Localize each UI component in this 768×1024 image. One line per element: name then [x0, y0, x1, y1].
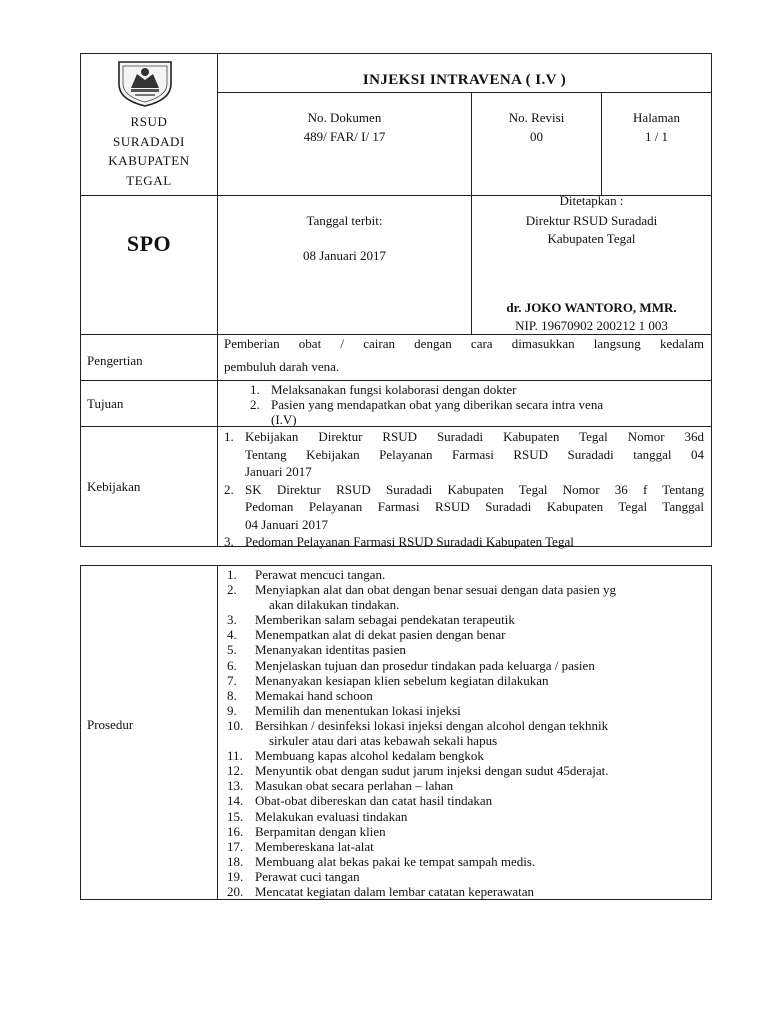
- list-item: [227, 703, 697, 718]
- list-text-line: Januari 2017: [245, 464, 312, 479]
- list-number: 7.: [227, 672, 237, 688]
- list-text-line: akan dilakukan tindakan.: [269, 597, 400, 613]
- procedure-table-border-right: [711, 565, 712, 900]
- list-text-line: Tentang Kebijakan Pelayanan Farmasi RSUD Suradadi tanggal 04: [245, 446, 704, 462]
- list-text-line: Berpamitan dengan klien: [255, 823, 386, 839]
- table-border-right: [711, 53, 712, 547]
- approver-title-line: Kabupaten Tegal: [547, 231, 636, 246]
- list-text-line: Masukan obat secara perlahan – lahan: [255, 778, 454, 794]
- list-text-line: Menanyakan identitas pasien: [255, 642, 406, 658]
- list-text-line: Melaksanakan fungsi kolaborasi dengan dokter: [271, 382, 517, 397]
- list-text-line: Melakukan evaluasi tindakan: [255, 808, 408, 824]
- list-item: [227, 673, 697, 688]
- revision-value: 00: [530, 129, 543, 144]
- list-text-line: sirkuler atau dari atas kebawah sekali hapus: [269, 733, 498, 749]
- spo-label: SPO: [126, 231, 172, 256]
- tujuan-label: Tujuan: [87, 396, 124, 411]
- issue-date-value: 08 Januari 2017: [302, 248, 387, 263]
- list-number: 4.: [227, 627, 237, 643]
- list-text-line: Perawat cuci tangan: [255, 868, 360, 884]
- list-text-line: Perawat mencuci tangan.: [255, 567, 386, 582]
- table-border-spo-bottom: [80, 334, 712, 335]
- list-item: [227, 642, 697, 657]
- institution-line: TEGAL: [126, 172, 172, 188]
- procedure-table-border-left: [80, 565, 81, 900]
- approver-nip: NIP. 19670902 200212 1 003: [515, 318, 668, 333]
- page-label: Halaman: [633, 110, 680, 125]
- regency-crest-icon: [113, 58, 177, 108]
- prosedur-list: [227, 567, 697, 899]
- list-item: [227, 824, 697, 839]
- list-text-line: Menyiapkan alat dan obat dengan benar sesuai dengan data pasien yg: [255, 582, 616, 598]
- list-number: 6.: [227, 657, 237, 673]
- procedure-table-border-top: [80, 565, 712, 566]
- institution-line: SURADADI: [113, 133, 185, 149]
- list-item: [227, 688, 697, 703]
- list-number: 19.: [227, 868, 244, 884]
- table-border-pengertian-bottom: [80, 380, 712, 381]
- prosedur-label: Prosedur: [87, 717, 134, 732]
- list-item: [227, 748, 697, 763]
- list-text-line: (I.V): [271, 412, 297, 427]
- institution-line: RSUD: [130, 114, 168, 129]
- table-border-col-divider: [217, 53, 218, 547]
- list-number: 2.: [227, 582, 237, 598]
- doc-number-label: No. Dokumen: [307, 110, 382, 125]
- pengertian-text-line: Pemberian obat / cairan dengan cara dimasukkan langsung kedalam: [224, 336, 704, 351]
- list-text-line: Memakai hand schoon: [255, 687, 373, 703]
- list-text-line: Memberikan salam sebagai pendekatan terapeutik: [255, 612, 515, 628]
- list-text-line: Membuang alat bekas pakai ke tempat sampah medis.: [255, 853, 536, 869]
- list-item: [227, 612, 697, 627]
- table-border-revision-page: [601, 92, 602, 196]
- pengertian-label: Pengertian: [87, 353, 143, 368]
- issue-date-label: Tanggal terbit:: [306, 213, 383, 228]
- list-item: [227, 854, 697, 869]
- list-item: [227, 869, 697, 884]
- list-text-line: Memilih dan menentukan lokasi injeksi: [255, 702, 461, 718]
- list-text-line: Pasien yang mendapatkan obat yang diberikan secara intra vena: [271, 397, 604, 412]
- table-border-left: [80, 53, 81, 547]
- list-text-line: 04 Januari 2017: [245, 516, 329, 532]
- list-text-line: Menempatkan alat di dekat pasien dengan benar: [255, 627, 506, 643]
- list-item: [227, 582, 697, 612]
- institution-name: [82, 112, 216, 190]
- list-number: 1.: [250, 382, 260, 397]
- approver-title-line: Direktur RSUD Suradadi: [525, 213, 658, 228]
- list-item: [227, 793, 697, 808]
- approved-label: Ditetapkan :: [559, 193, 624, 208]
- list-number: 15.: [227, 808, 244, 824]
- list-number: 9.: [227, 702, 237, 718]
- list-number: 5.: [227, 642, 237, 658]
- list-item: [250, 382, 670, 397]
- list-item: [227, 567, 697, 582]
- revision-label: No. Revisi: [508, 110, 565, 125]
- list-text-line: Membereskana lat-alat: [255, 838, 374, 854]
- pengertian-text-line: pembuluh darah vena.: [224, 359, 340, 374]
- list-text-line: Membuang kapas alcohol kedalam bengkok: [255, 748, 484, 764]
- list-number: 3.: [224, 534, 234, 549]
- page-value: 1 / 1: [644, 129, 669, 144]
- list-number: 2.: [250, 397, 260, 412]
- list-number: 1.: [224, 429, 234, 444]
- list-number: 12.: [227, 763, 244, 779]
- kebijakan-label: Kebijakan: [87, 479, 141, 494]
- doc-number-value: 489/ FAR/ I/ 17: [303, 129, 386, 144]
- institution-line: KABUPATEN: [108, 153, 190, 168]
- list-number: 3.: [227, 612, 237, 628]
- document-title: INJEKSI INTRAVENA ( I.V ): [362, 72, 567, 88]
- list-item: [224, 428, 704, 481]
- list-item: [227, 718, 697, 748]
- list-text-line: Bersihkan / desinfeksi lokasi injeksi dengan alcohol dengan tekhnik: [255, 717, 609, 733]
- list-text-line: Pedoman Pelayanan Farmasi RSUD Suradadi Kabupaten Tegal: [245, 534, 574, 549]
- list-text-line: Kebijakan Direktur RSUD Suradadi Kabupaten Tegal Nomor 36d: [245, 429, 704, 444]
- list-text-line: Pedoman Pelayanan Farmasi RSUD Suradadi Kabupaten Tegal Tanggal: [245, 499, 704, 514]
- list-number: 20.: [227, 883, 244, 899]
- list-text-line: Menyuntik obat dengan sudut jarum injeksi dengan sudut 45derajat.: [255, 763, 609, 779]
- list-number: 18.: [227, 853, 244, 869]
- list-number: 8.: [227, 687, 237, 703]
- list-text-line: Obat-obat dibereskan dan catat hasil tindakan: [255, 793, 493, 809]
- table-border-title-bottom: [217, 92, 712, 93]
- list-item: [227, 839, 697, 854]
- list-item: [227, 627, 697, 642]
- list-number: 17.: [227, 838, 244, 854]
- list-text-line: Menjelaskan tujuan dan prosedur tindakan pada keluarga / pasien: [255, 657, 595, 673]
- list-number: 2.: [224, 481, 234, 497]
- approver-name: dr. JOKO WANTORO, MMR.: [506, 300, 677, 315]
- list-item: [224, 481, 704, 534]
- procedure-table-col-divider: [217, 565, 218, 900]
- table-border-top: [80, 53, 712, 54]
- list-item: [227, 763, 697, 778]
- list-number: 16.: [227, 823, 244, 839]
- list-item: [224, 533, 704, 551]
- list-item: [227, 778, 697, 793]
- list-item: [250, 397, 670, 427]
- kebijakan-list: [224, 428, 704, 551]
- list-number: 13.: [227, 778, 244, 794]
- procedure-table-border-bottom: [80, 899, 712, 900]
- list-number: 11.: [227, 748, 243, 764]
- list-text-line: Mencatat kegiatan dalam lembar catatan keperawatan: [255, 883, 534, 899]
- list-text-line: SK Direktur RSUD Suradadi Kabupaten Tegal Nomor 36 f Tentang: [245, 481, 704, 497]
- list-item: [227, 809, 697, 824]
- list-item: [227, 658, 697, 673]
- tujuan-list: [250, 382, 670, 427]
- list-number: 10.: [227, 717, 244, 733]
- list-item: [227, 884, 697, 899]
- list-number: 14.: [227, 793, 244, 809]
- list-text-line: Menanyakan kesiapan klien sebelum kegiatan dilakukan: [255, 672, 549, 688]
- list-number: 1.: [227, 567, 237, 582]
